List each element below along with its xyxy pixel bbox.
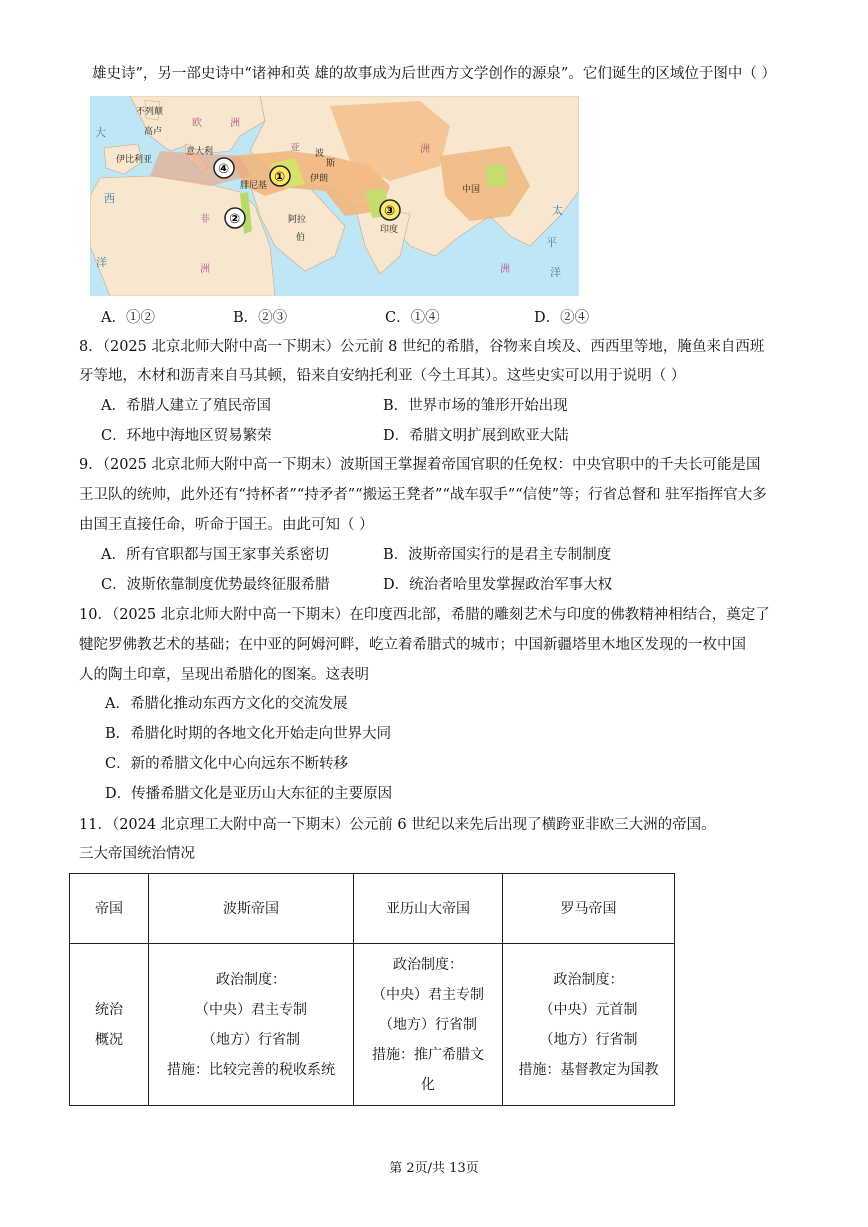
table-cell-persia: [149, 944, 354, 1106]
map-label-buliedian: 不列颠: [136, 107, 164, 117]
q10-stem-line3: 人的陶土印章，呈现出希腊化的图案。这表明: [79, 667, 369, 683]
rome-line-3: （地方）行省制: [539, 1031, 638, 1048]
persia-line-2: （中央）君主专制: [195, 1001, 307, 1018]
map-label-aila: 阿拉: [288, 215, 307, 225]
map-label-zhou-b: 洲: [500, 264, 510, 275]
map-label-yibeiliya: 伊比利亚: [116, 155, 153, 165]
map-label-yilang: 伊朗: [310, 174, 329, 184]
table-cell-alexander: [354, 944, 503, 1106]
map-label-pacific-ping: 平: [546, 236, 557, 249]
map-label-zhou-eu: 洲: [230, 118, 240, 129]
table-header-alexander: [354, 874, 503, 944]
q8-option-a[interactable]: A．希腊人建立了殖民帝国: [101, 398, 271, 414]
table-header-empire: 帝国: [70, 874, 149, 944]
q7-option-a[interactable]: A．①②: [101, 310, 155, 326]
map-label-fei: 非: [200, 214, 210, 225]
q10-stem-line1: 10．（2025 北京北师大附中高一下期末）在印度西北部，希腊的雕刻艺术与印度的佛教精神相结合，奠定了: [79, 607, 770, 623]
q9-option-b[interactable]: B．波斯帝国实行的是君主专制制度: [383, 547, 612, 563]
map-label-zhou-af: 洲: [200, 264, 210, 275]
alexander-line-5: 化: [421, 1076, 435, 1093]
table-row-label: [70, 944, 149, 1106]
map-label-ocean-da: 大: [95, 126, 106, 139]
q8-option-d[interactable]: D．希腊文明扩展到欧亚大陆: [383, 428, 569, 444]
ancient-empires-map: [90, 96, 579, 296]
map-label-yindu: 印度: [380, 225, 399, 235]
rome-line-4: 措施：基督教定为国教: [518, 1061, 659, 1078]
q7-option-b[interactable]: B．②③: [233, 310, 288, 326]
map-marker-3: ③: [384, 204, 396, 219]
table-cell-rome: [503, 944, 675, 1106]
map-marker-4: ④: [218, 162, 230, 177]
map-label-ya: 亚: [290, 143, 300, 154]
map-label-yidali: 意大利: [186, 147, 214, 157]
map-label-feinijii: 腓尼基: [240, 181, 268, 191]
page-footer: 第 2页/共 13页: [389, 1161, 479, 1176]
q9-option-d[interactable]: D．统治者哈里发掌握政治军事大权: [383, 577, 613, 593]
map-marker-1: ①: [274, 170, 286, 185]
persia-line-4: 措施：比较完善的税收系统: [167, 1061, 335, 1078]
table-header-alexander-text: 亚历山大帝国: [386, 900, 470, 917]
q9-option-a[interactable]: A．所有官职都与国王家事关系密切: [101, 547, 329, 563]
q10-option-d[interactable]: D．传播希腊文化是亚历山大东征的主要原因: [105, 786, 393, 802]
empires-table: [69, 873, 675, 1106]
map-label-zhongguo: 中国: [462, 185, 481, 195]
rome-line-2: （中央）元首制: [539, 1001, 638, 1018]
map-label-ou: 欧: [192, 118, 202, 129]
map-label-bo2: 伯: [296, 233, 306, 243]
rome-line-1: 政治制度：: [553, 971, 624, 988]
q10-option-b[interactable]: B．希腊化时期的各地文化开始走向世界大同: [105, 726, 392, 742]
table-header-rome: 罗马帝国: [503, 874, 675, 944]
q7-option-c[interactable]: C．①④: [385, 310, 440, 326]
alexander-line-2: （中央）君主专制: [372, 986, 484, 1003]
q8-option-c[interactable]: C．环地中海地区贸易繁荣: [101, 428, 272, 444]
map-label-pacific-tai: 太: [552, 204, 563, 217]
persia-line-1: 政治制度：: [216, 971, 286, 988]
q11-table-title: 三大帝国统治情况: [79, 846, 195, 862]
q8-stem-line2: 牙等地，木材和沥青来自马其顿，铅来自安纳托利亚（今土耳其）。这些史实可以用于说明（ ）: [79, 368, 686, 384]
map-label-gaolu: 高卢: [144, 127, 163, 137]
q9-stem-line3: 由国王直接任命，听命于国王。由此可知（ ）: [79, 517, 374, 533]
persia-line-3: （地方）行省制: [202, 1031, 300, 1048]
map-label-ocean-yang: 洋: [96, 256, 107, 269]
q9-stem-line2: 王卫队的统帅，此外还有“持杯者”“持矛者”“搬运王凳者”“战车驭手”“信使”等；行省总督和 驻军指挥官大多: [79, 487, 767, 503]
map-label-pacific-yang: 洋: [550, 266, 561, 279]
q8-stem-line1: 8．（2025 北京北师大附中高一下期末）公元前 8 世纪的希腊，谷物来自埃及、西西里等地，腌鱼来自西班: [79, 339, 765, 355]
q11-stem-line1: 11．（2024 北京理工大附中高一下期末）公元前 6 世纪以来先后出现了横跨亚非欧三大洲的帝国。: [79, 817, 716, 833]
q10-option-c[interactable]: C．新的希腊文化中心向远东不断转移: [105, 756, 349, 772]
alexander-line-3: （地方）行省制: [379, 1016, 477, 1033]
map-label-si: 斯: [326, 159, 336, 169]
q10-option-a[interactable]: A．希腊化推动东西方文化的交流发展: [105, 696, 348, 712]
map-marker-2: ②: [229, 212, 241, 227]
map-label-ocean-xi: 西: [104, 192, 115, 205]
alexander-line-4: 措施：推广希腊文: [372, 1046, 484, 1063]
q8-option-b[interactable]: B．世界市场的雏形开始出现: [383, 398, 568, 414]
q10-stem-line2: 犍陀罗佛教艺术的基础；在中亚的阿姆河畔，屹立着希腊式的城市；中国新疆塔里木地区发现的一枚中国: [79, 637, 746, 653]
q9-stem-line1: 9．（2025 北京北师大附中高一下期末）波斯国王掌握着帝国官职的任免权：中央官职中的千夫长可能是国: [79, 457, 761, 473]
map-label-yazhou-zhou: 洲: [420, 144, 430, 155]
q7-option-d[interactable]: D．②④: [534, 310, 590, 326]
table-header-persia: 波斯帝国: [149, 874, 354, 944]
q9-option-c[interactable]: C．波斯依靠制度优势最终征服希腊: [101, 577, 330, 593]
q7-stem: 雄史诗”，另一部史诗中“诸神和英 雄的故事成为后世西方文学创作的源泉”。它们诞生的区域位于图中（ ）: [92, 66, 776, 82]
map-label-bo: 波: [315, 149, 325, 159]
table-row-label-text: 统治概况: [95, 1001, 123, 1048]
alexander-line-1: 政治制度：: [393, 956, 463, 973]
